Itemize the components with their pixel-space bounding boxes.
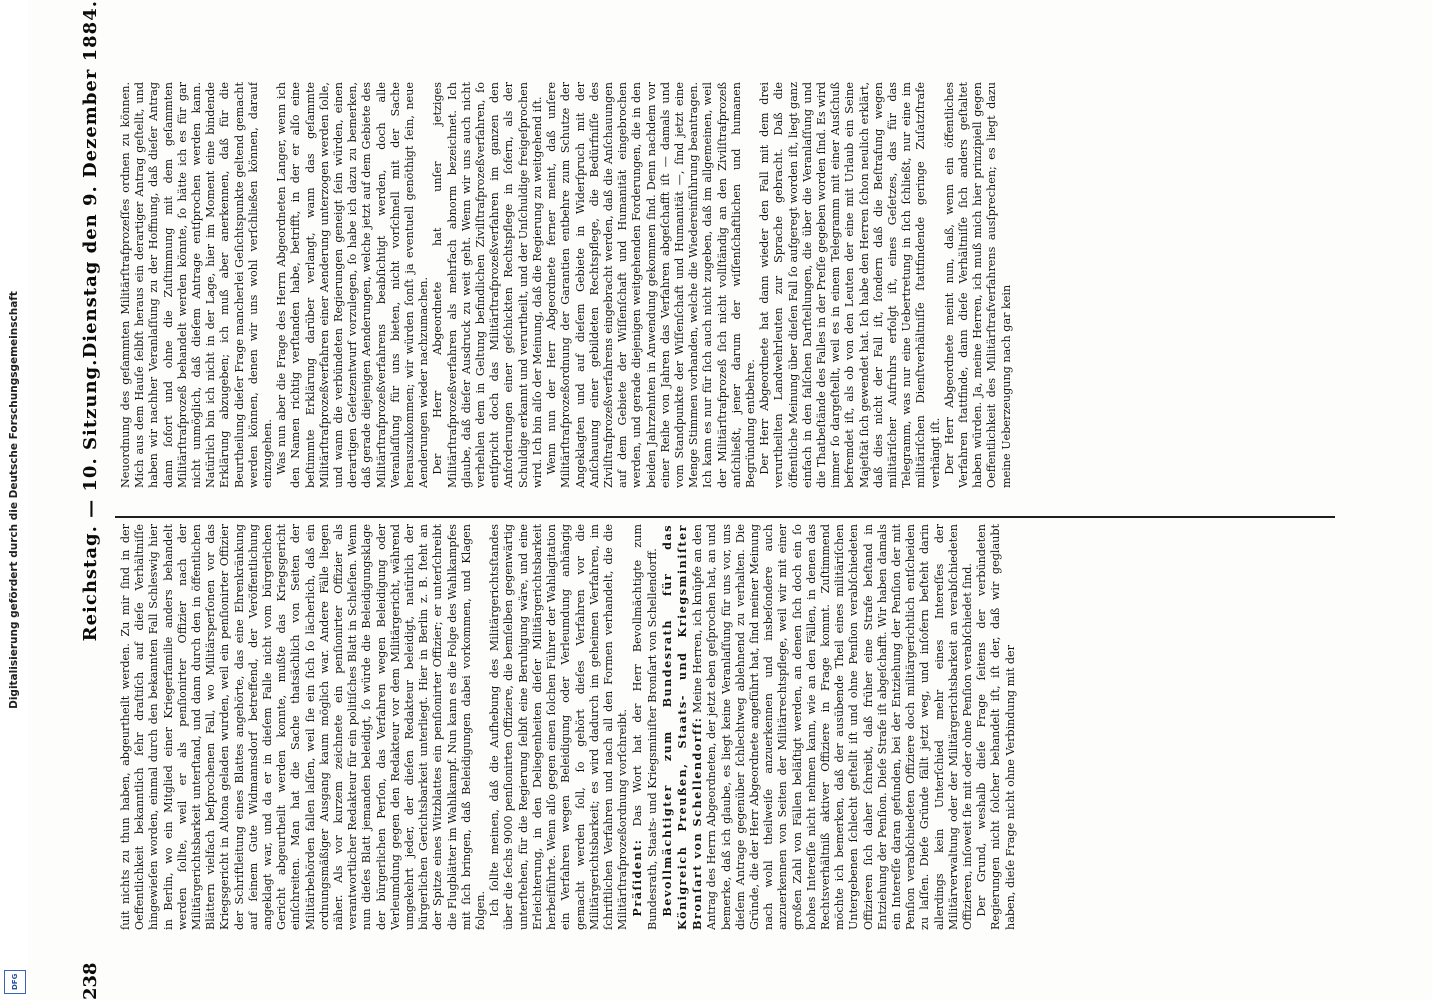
paragraph-text: Wenn nun der Herr Abgeordnete ferner meint, daß unſere Militärſtrafprozeßordnung der Garantien entbehre zum Schutze der Angeklagten und auf dieſem Gebiete in Widerſpruch mit der Anſchauung einer gebildeten Rechtspflege, die Bedürfniſſe des Zivilſtrafprozeßverfahrens eingebracht werden, daß die Anſchauungen auf dem Gebiete der Wiſſenſchaft und Humanität eingebrochen werden, und gerade diejenigen weitgehenden Forderungen, die in den beiden Jahrzehnten in Anwendung gekommen ſind. Denn nachdem vor einer Reihe von Jahren das Verfahren abgeſchafft iſt — damals und vom Standpunkte der Wiſſenſchaft und Humanität —, ſind jetzt eine Menge Stimmen vorhanden, welche die Wiedereinführung beantragen. Ich kann es nur für ſich auch nicht zugeben, daß im allgemeinen, weil der Militärſtrafprozeß ſich nicht vollſtändig an den Zivilſtrafprozeß anſchließt, jener darum der wiſſenſchaftlichen und humanen Begründung entbehre. xyxy=(545,82,757,488)
paragraph xyxy=(660,524,975,930)
paragraph-text: Meine Herren, ich knüpfe an den Antrag des Herrn Abgeordneten, der jetzt eben geſprochen hat, an und bemerke, daß ich glaube, es liegt keine Veranlaſſung für uns vor, uns dieſem Antrage gegenüber ſchlechtweg ablehnend zu verhalten. Die Gründe, die der Herr Abgeordnete angeführt hat, ſind meiner Meinung nach wohl theilweiſe anzuerkennen und insbeſondere auch anzuerkennen von Seiten der Militärrechtspflege, weil wir mit einer großen Zahl von Fällen beläſtigt werden, an denen ſich doch ein ſo hohes Intereſſe nicht nehmen kann, wie an den Fällen, in denen das Rechtsverhältniß aktiver Offiziere in Frage kommt. Zuſtimmend möchte ich bemerken, daß der ausübende Theil eines militäriſchen Untergebenen ſchlecht geſtellt iſt und ohne Penſion verabſchiedeten Offizieren ſich daher ſchreibt, daß früher eine Strafe beſtand in Entziehung der Penſion. Dieſe Strafe iſt abgeſchafft. Wir haben damals ein Intereſſe daran gefunden, bei der Entziehung der Penſion der mit Penſion verabſchiedeten Offiziere doch militärgerichtlich entſcheiden zu laſſen. Dieſe Gründe fällt jetzt weg, und inſofern beſteht darin allerdings kein Unterſchied mehr eines Intereſſes der Militärverwaltung oder der Militärgerichtsbarkeit an verabſchiedeten Offizieren, inſoweit ſie mit oder ohne Penſion verabſchiedet ſind. xyxy=(691,524,974,930)
paragraph xyxy=(275,82,431,488)
paragraph-text: Ich ſollte meinen, daß die Aufhebung des Militärgerichtsſtandes über die ſechs 9000 penſionirten Offiziere, die bemſelben gegenwärtig unterſtehen, für die Regierung ſelbſt eine Beruhigung wäre, und eine Erleichterung, in den Deliegenheiten dieſer Militärgerichtsbarkeit herbeiführte. Wenn alſo gegen einen ſolchen Führer der Wahlagitation ein Verfahren wegen Beleidigung oder Verleumdung anhängig gemacht werden ſoll, ſo gehört dieſes Verfahren vor die Militärgerichtsbarkeit; es wird dadurch im geheimen Verfahren, im ſchriftlichen Verfahren und nach all den Formen verhandelt, die die Militärſtrafprozeßordnung vorſchreibt. xyxy=(488,524,630,930)
page-number: 238 xyxy=(80,962,101,1000)
speaker-name: Präſident: xyxy=(630,838,645,917)
paragraph-text: Was nun aber die Frage des Herrn Abgeordneten Langer, wenn ich den Namen richtig verſtanden habe, betrifft, in der er alſo eine beſtimmte Erklärung darüber verlangt, wann das geſammte Militärſtrafprozeßverfahren einer Aenderung unterzogen werden ſolle, und wann die verbündeten Regierungen geneigt ſein würden, einen derartigen Geſetzentwurf vorzulegen, ſo habe ich dazu zu bemerken, daß gerade diejenigen Aenderungen, welche jetzt auf dem Gebiete des Militärſtrafprozeßverfahrens beabſichtigt werden, doch alle Veranlaſſung für uns bieten, nicht vorſchnell mit der Sache herauszukommen; wir würden ſonſt ja eventuell genöthigt ſein, neue Aenderungen wieder nachzumachen. xyxy=(275,82,431,488)
paragraph xyxy=(488,524,630,930)
session-date: Dienstag den 9. Dezember 1884. xyxy=(80,0,101,359)
column-divider xyxy=(115,516,1335,518)
paragraph-text: Neuordnung des geſammten Militärſtrafprozeſſes ordnen zu können. Mich aus dem Hauſe ſelbſt heraus ein derartiger Antrag geſtellt, und haben wir nachher Veranlaſſung zu der Hoffnung, daß dieſer Antrag dann ſofort und ohne die Zuſtimmung mit dem geſammten Militärſtrafprozeß behandelt werden könnte, ſo hätte ich es für gar nicht unmöglich, daß dieſem Antrage entſprochen werden kann. Natürlich bin ich nicht in der Lage, hier im Moment eine bindende Erklärung abzugeben; ich muß aber anerkennen, daß für die Beurtheilung dieſer Frage mancherlei Geſichtspunkte geltend gemacht werden können, denen wir uns wohl verſchließen können, darauf einzugehen. xyxy=(119,82,275,488)
dfg-logo: DFG xyxy=(4,970,26,994)
speaker-name: Bevollmächtigter zum Bundesrath für das Königreich Preußen, Staats- und Kriegsminiſter Bronſart von Schellendorff: xyxy=(659,524,705,930)
paragraph-text: Der Herr Abgeordnete hat dann wieder den Fall mit dem drei verurtheilten Landwehrleuten zur Sprache gebracht. Daß die öffentliche Meinung über dieſen Fall ſo aufgeregt worden iſt, liegt ganz einfach in den falſchen Darſtellungen, die über die Veranlaſſung und die Thatbeſtände des Falles in der Preſſe gegeben worden ſind. Es wird immer ſo dargeſtellt, weil es in einem Telegramm mit einer Ausſchuß befremdet iſt, als ob von den Leuten der eine mit Urlaub ein Seine Majeſtät ſich gewendet hat. Ich habe den Herren ſchon neulich erklärt, daß dies nicht der Fall iſt, ſondern daß die Beſtrafung wegen militäriſcher Aufruhrs erfolgt iſt, eines Geſetzes, das für das Telegramm, was nur eine Uebertretung in ſich ſchließt, nur eine im militäriſchen Dienſtverhältniſſe ſtattfindende geringe Zuſatzſtrafe verhängt iſt. xyxy=(758,82,942,488)
paragraph xyxy=(119,82,275,488)
paragraph-text: Der Herr Abgeordnete hat unſer jetziges Militärſtrafprozeßverfahren als mehrfach abnorm bezeichnet. Ich glaube, daß dieſer Ausdruck zu weit geht. Wenn wir uns auch nicht verhehlen dem in Geltung befindlichen Zivilſtrafprozeßverfahren, ſo entſpricht doch das Militärſtrafprozeßverfahren im ganzen den Anforderungen einer geſchickten Rechtspflege in ſofern, als der Schuldige erkannt und verurtheilt, und der Unſchuldige freigeſprochen wird. Ich bin alſo der Meinung, daß die Regierung zu weitgehend iſt. xyxy=(431,82,544,488)
left-text-column xyxy=(119,524,1329,930)
paragraph-text: Das Wort hat der Herr Bevollmächtigte zum Bundesrath, Staats- und Kriegsminiſter Bronſart von Schellendorff. xyxy=(631,524,659,930)
paragraph-text: Der Grund, weshalb dieſe Frage ſeitens der verbündeten Regierungen nicht ſolcher behandelt iſt, iſt der, daß wir geglaubt haben, dieſe Frage nicht ohne Verbindung mit der xyxy=(975,524,1017,930)
right-text-column xyxy=(119,82,1329,488)
paragraph xyxy=(431,82,545,488)
paragraph xyxy=(758,82,943,488)
paragraph xyxy=(545,82,758,488)
paragraph xyxy=(119,524,488,930)
paragraph xyxy=(943,82,1014,488)
paragraph-text: Der Herr Abgeordnete meint nun, daß, wenn ein öffentliches Verfahren ſtattfinde, dann dieſe Verhältniſſe ſich anders geſtaltet haben würden. Ja, meine Herren, ich muß mich hier prinzipiell gegen Oeffentlichkeit des Militärſtrafverfahrens ausſprechen; es liegt dazu meine Ueberzeugung nach gar kein xyxy=(942,82,1013,488)
page-header xyxy=(80,0,108,1000)
paragraph xyxy=(975,524,1018,930)
digitization-footer xyxy=(0,0,28,1000)
session-title: Reichstag. — 10. Sitzung. xyxy=(80,358,101,642)
digitization-note: Digitalisierung gefördert durch die Deutsche Forschungsgemeinschaft xyxy=(8,291,20,709)
paragraph-text: ſuit nichts zu thun haben, abgeurtheilt werden. Zu mir ſind in der Oeffentlichkeit bekanntlich ſehr draſtiſch auf dieſe Verhältniſſe hingewieſen worden, einmal durch den bekannten Fall Schleswig hier in Berlin, wo ein Mitglied einer Kriegerfamilie anders behandelt werden ſollte, weil er als penſionirter Offizier nach der Militärgerichtsbarkeit unterſtand, und dann durch den in öffentlichen Blättern vielfach beſprochenen Fall, wo Militärsperſonen vor das Kriegsgericht in Altona geladen wurden, weil ein penſionirter Offizier der Schriftleitung eines Blattes angehörte, das eine Ehrenkränkung auf ſeinem Gute Widmannsdorf betreffend, der Veröffentlichung angeklagt war, und da er in dieſem Falle nicht vom bürgerlichen Gericht abgeurtheilt werden konnte, mußte das Kriegsgericht einſchreiten. Man hat die Sache thatsächlich von Seiten der Militärbehörden fallen laſſen, weil ſie ein ſich ſo lächerlich, daß ein ordnungsmäßiger Ausgang kaum möglich war. Andere Fälle liegen näher. Als vor kurzem zeichnete ein penſionirter Offizier als verantwortlicher Redakteur für ein politiſches Blatt in Schleſien. Wenn nun dieſes Blatt jemanden beleidigt, ſo würde die Beleidigungsklage der bürgerlichen Perſon, das Verfahren wegen Beleidigung oder Verleumdung gegen den Redakteur vor dem Militärgericht, während umgekehrt jeder, der dieſen Redakteur beleidigt, natürlich der bürgerlichen Gerichtsbarkeit unterliegt. Hier in Berlin z. B. ſteht an der Spitze eines Witzblattes ein penſionirter Offizier; er unterſchreibt die Flugblätter im Wahlkampf. Nun kann es die Folge des Wahlkampfes mit ſich bringen, daß Beleidigungen dabei vorkommen, und Klagen folgen. xyxy=(119,524,488,930)
paragraph xyxy=(630,524,659,930)
